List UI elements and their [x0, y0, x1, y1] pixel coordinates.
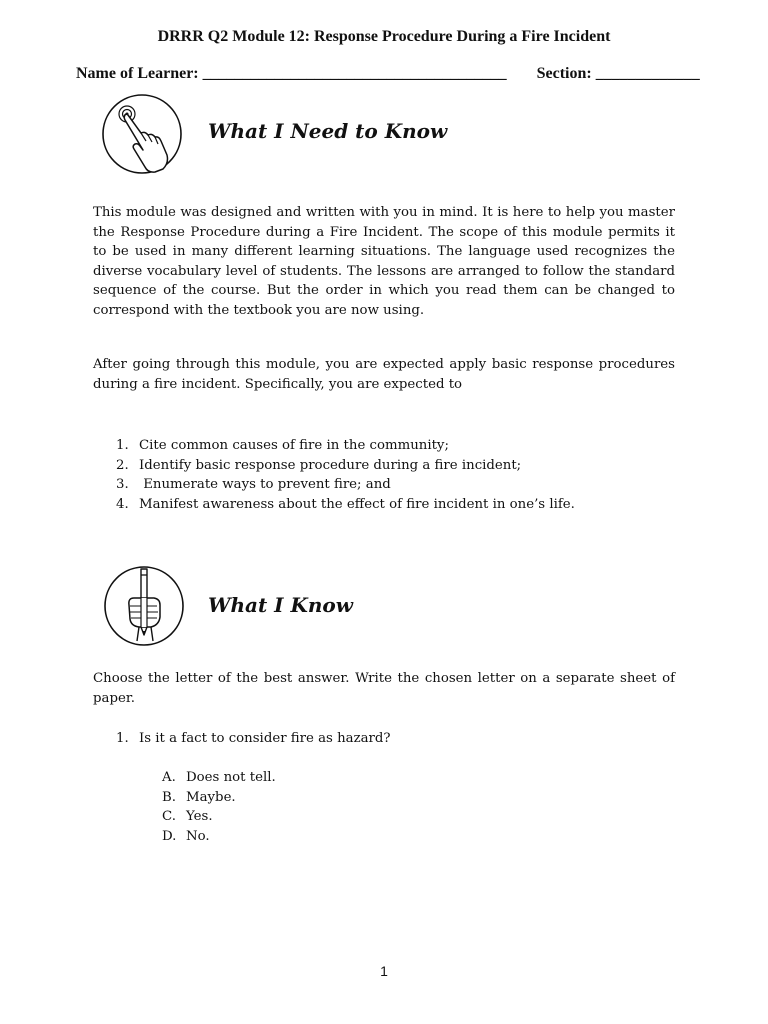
section-heading-what-i-know: What I Know — [208, 593, 353, 617]
answer-option: D. No. — [162, 828, 210, 844]
question-list — [116, 729, 696, 749]
answer-option: C. Yes. — [162, 809, 213, 825]
question-item: 1. Is it a fact to consider fire as hazard? — [116, 731, 391, 746]
list-item: 1. Cite common causes of fire in the community; — [116, 438, 449, 453]
answer-option: B. Maybe. — [162, 789, 236, 805]
expectations-paragraph: After going through this module, you are expected apply basic response procedures during a fire incident. Specifically, you are expected to — [93, 357, 675, 392]
instructions-paragraph: Choose the letter of the best answer. Write the chosen letter on a separate sheet of paper. — [93, 671, 675, 706]
list-item: 2. Identify basic response procedure during a fire incident; — [116, 457, 522, 473]
answer-options — [162, 768, 276, 846]
page-number: 1 — [380, 963, 388, 979]
name-of-learner-field: Name of Learner: ______________________________________ — [76, 65, 507, 82]
objectives-list — [116, 436, 696, 514]
list-item: 3. Enumerate ways to prevent fire; and — [116, 477, 391, 493]
hand-holding-pencil-icon — [103, 565, 185, 647]
answer-option: A. Does not tell. — [162, 770, 276, 785]
list-item: 4. Manifest awareness about the effect of fire incident in one’s life. — [116, 496, 575, 512]
hand-pointing-icon — [101, 93, 183, 175]
document-title: DRRR Q2 Module 12: Response Procedure During a Fire Incident — [157, 28, 611, 45]
learner-info-line — [76, 65, 716, 83]
section-heading-what-i-need-to-know: What I Need to Know — [208, 119, 448, 143]
intro-paragraph: This module was designed and written with you in mind. It is here to help you master the Response Procedure during a Fire Incident. The scope of this module permits it to be used in many different learning situations. The language used recognizes the diverse vocabulary level of students. The lessons are arranged to follow the standard sequence of the course. But the order in which you read them can be changed to correspond with the textbook you are now using. — [93, 205, 675, 318]
section-field: Section: _____________ — [536, 65, 700, 82]
